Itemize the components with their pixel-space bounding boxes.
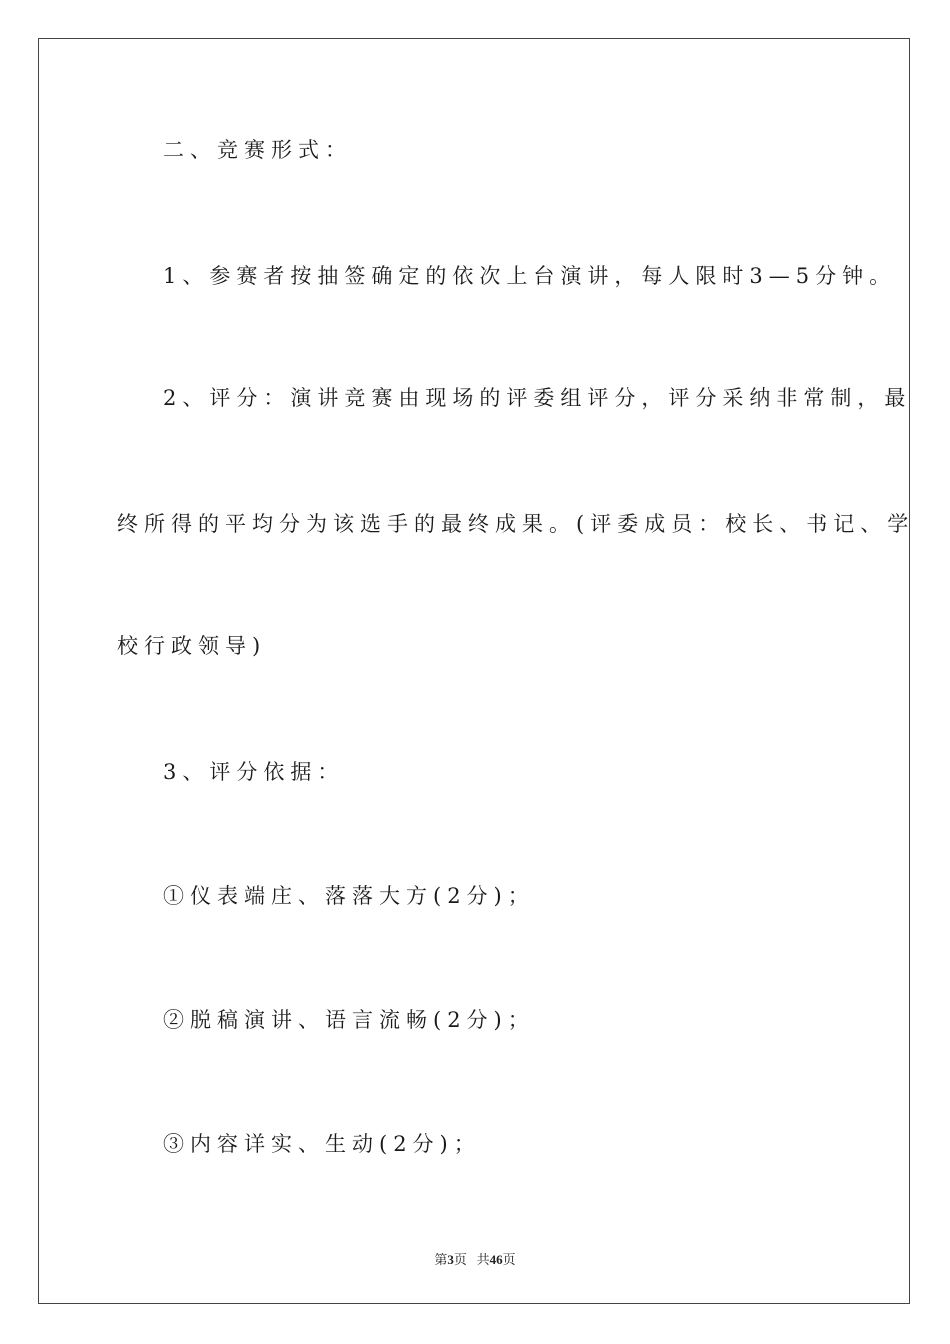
footer-page-suffix: 页 [453, 1252, 467, 1267]
footer-total-pages: 46 [489, 1252, 503, 1267]
section-heading: 二、竞赛形式： [163, 138, 352, 162]
paragraph-2-line-1: 2、评分：演讲竞赛由现场的评委组评分，评分采纳非常制，最 [163, 386, 912, 410]
paragraph-2-line-3: 校行政领导) [117, 634, 267, 658]
page-frame [38, 38, 910, 1304]
page-footer [0, 1249, 950, 1268]
footer-page-number: 3 [447, 1252, 454, 1267]
footer-total-suffix: 页 [502, 1252, 516, 1267]
criterion-3: ③内容详实、生动(2分)； [163, 1132, 481, 1156]
criterion-1: ①仪表端庄、落落大方(2分)； [163, 884, 535, 908]
footer-page-prefix: 第 [434, 1252, 448, 1267]
criterion-2: ②脱稿演讲、语言流畅(2分)； [163, 1008, 535, 1032]
paragraph-2-line-2: 终所得的平均分为该选手的最终成果。(评委成员：校长、书记、学 [117, 512, 915, 536]
footer-total-prefix: 共 [476, 1252, 490, 1267]
paragraph-1: 1、参赛者按抽签确定的依次上台演讲，每人限时3—5分钟。 [163, 264, 897, 288]
paragraph-3: 3、评分依据： [163, 760, 345, 784]
